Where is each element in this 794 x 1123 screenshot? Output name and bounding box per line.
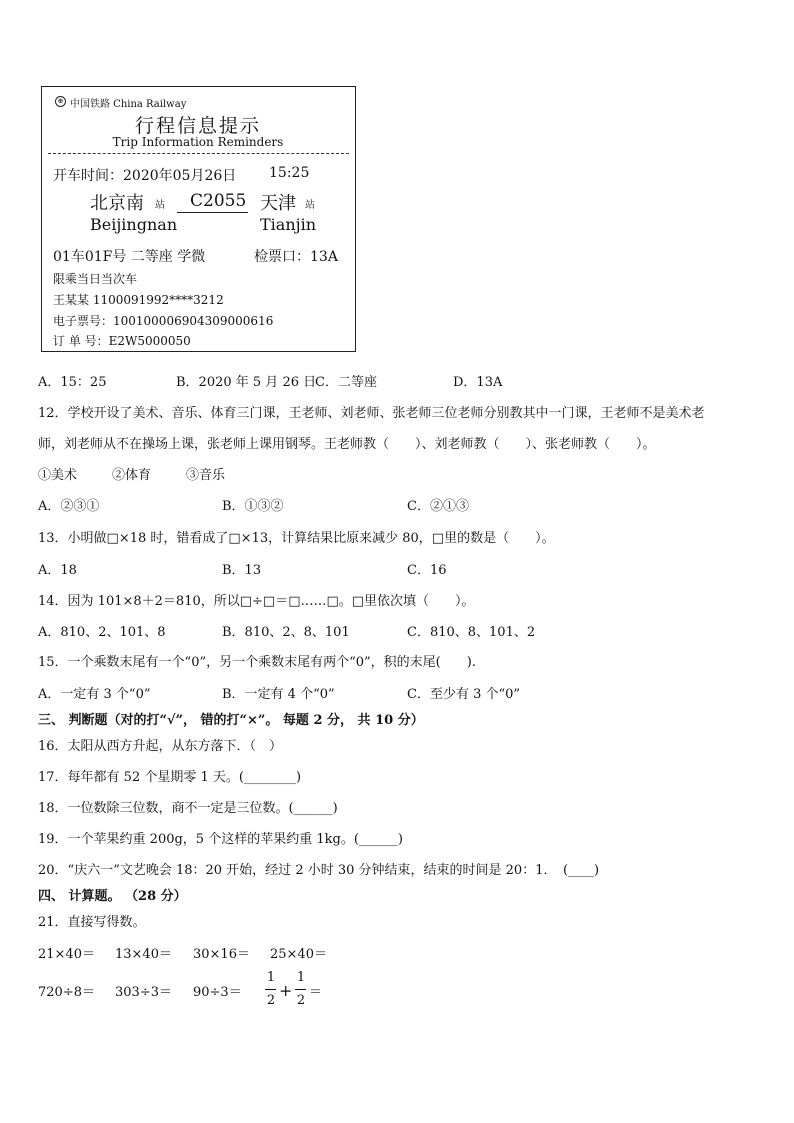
q16-text: 16．太阳从西方升起，从东方落下．（ ） [38, 739, 283, 754]
q13-option-c: C．16 [407, 563, 447, 578]
plus-sign: + [279, 981, 293, 1000]
ticket-departure-time: 15:25 [269, 165, 310, 181]
ticket-from-pinyin: Beijingnan [90, 215, 178, 234]
ticket-gate: 检票口：13A [254, 249, 338, 265]
ticket-to-suffix: 站 [305, 200, 315, 211]
q12-choice-3: ③音乐 [186, 468, 226, 483]
q11-option-c: C．二等座 [315, 375, 377, 390]
q12-choice-2: ②体育 [112, 468, 152, 483]
q14-option-a: A．810、2、101、8 [38, 625, 166, 640]
ticket-subtitle: Trip Information Reminders [112, 135, 284, 149]
section-4-heading: 四、 计算题。 （28 分） [38, 889, 187, 904]
ticket-passenger: 王某某 1100091992****3212 [53, 293, 224, 307]
q11-option-d: D．13A [453, 375, 503, 390]
q14-text: 14．因为 101×8＋2＝810，所以□÷□＝□……□。□里依次填（ ）。 [38, 594, 475, 609]
fraction-denominator: 2 [266, 993, 276, 1008]
ticket-title: 行程信息提示 [134, 115, 261, 137]
ticket-to-pinyin: Tianjin [260, 215, 317, 234]
ticket-notice: 限乘当日当次车 [53, 272, 138, 286]
q11-option-b: B．2020 年 5 月 26 日 [176, 375, 317, 390]
q14-option-c: C．810、8、101、2 [407, 625, 536, 640]
ticket-to-station: 天津 [260, 193, 296, 214]
q15-option-c: C．至少有 3 个“0” [407, 687, 521, 702]
ticket-from-station: 北京南 [90, 193, 144, 214]
ticket-from-suffix: 站 [155, 200, 165, 211]
q20-text: 20．“庆六一”文艺晚会 18：20 开始，经过 2 小时 30 分钟结束，结束的时间是 20：1． (____) [38, 863, 600, 878]
ticket-seat: 01车01F号 二等座 学微 [53, 249, 206, 265]
q18-text: 18．一位数除三位数，商不一定是三位数。(______) [38, 801, 338, 816]
q11-option-a: A．15：25 [38, 375, 107, 390]
ticket-order-number: 订 单 号：E2W5000050 [53, 334, 191, 348]
ticket-train-number: C2055 [190, 191, 247, 211]
q15-option-a: A．一定有 3 个“0” [38, 687, 151, 702]
fraction-numerator: 1 [266, 970, 276, 985]
q12-choice-1: ①美术 [38, 468, 78, 483]
ticket-eticket-number: 电子票号：10010000690430900061​6 [53, 314, 274, 328]
calc-item: 13×40＝ [115, 947, 172, 962]
calc-item: 30×16＝ [193, 947, 250, 962]
q12-option-c: C．②①③ [407, 499, 469, 514]
fraction-bar [295, 989, 306, 990]
q12-text-line1: 12．学校开设了美术、音乐、体育三门课，王老师、刘老师、张老师三位老师分别教其中一门课，王老师不是美术老 [38, 406, 705, 421]
q12-option-a: A．②③① [38, 499, 100, 514]
fraction-denominator: 2 [296, 993, 306, 1008]
q21-text: 21．直接写得数。 [38, 915, 146, 930]
train-ticket-image [41, 86, 356, 352]
q12-text-line2: 师，刘老师从不在操场上课，张老师上课用钢琴。王老师教（ ）、刘老师教（ ）、张老师教（ ）。 [38, 437, 656, 452]
ticket-train-arrow-line [177, 212, 248, 213]
calc-item: 90÷3＝ [193, 985, 242, 1000]
q13-option-a: A．18 [38, 563, 77, 578]
fraction-numerator: 1 [296, 970, 306, 985]
q17-text: 17．每年都有 52 个星期零 1 天。(________) [38, 770, 302, 785]
q14-option-b: B．810、2、8、101 [222, 625, 350, 640]
q12-option-b: B．①③② [222, 499, 284, 514]
q13-text: 13．小明做□×18 时，错看成了□×13，计算结果比原来减少 80，□里的数是（ ）。 [38, 531, 555, 546]
ticket-brand: 中国铁路 China Railway [70, 99, 187, 110]
q15-option-b: B．一定有 4 个“0” [222, 687, 335, 702]
section-3-heading: 三、 判断题（对的打“√”， 错的打“×”。 每题 2 分， 共 10 分） [38, 713, 424, 728]
calc-item: 303÷3＝ [115, 985, 172, 1000]
ticket-dashed-divider [48, 153, 349, 154]
equals-sign: ＝ [309, 985, 323, 1000]
q15-text: 15．一个乘数末尾有一个“0”，另一个乘数末尾有两个“0”，积的末尾( ). [38, 655, 476, 670]
calc-item: 21×40＝ [38, 947, 95, 962]
calc-item: 720÷8＝ [38, 985, 95, 1000]
ticket-departure-date: 开车时间：2020年05月26日 [53, 168, 237, 184]
q19-text: 19．一个苹果约重 200g，5 个这样的苹果约重 1kg。(______) [38, 832, 403, 847]
fraction-bar [265, 989, 276, 990]
railway-logo-icon: ⊕ [55, 96, 66, 107]
q13-option-b: B．13 [222, 563, 262, 578]
calc-item: 25×40＝ [270, 947, 327, 962]
